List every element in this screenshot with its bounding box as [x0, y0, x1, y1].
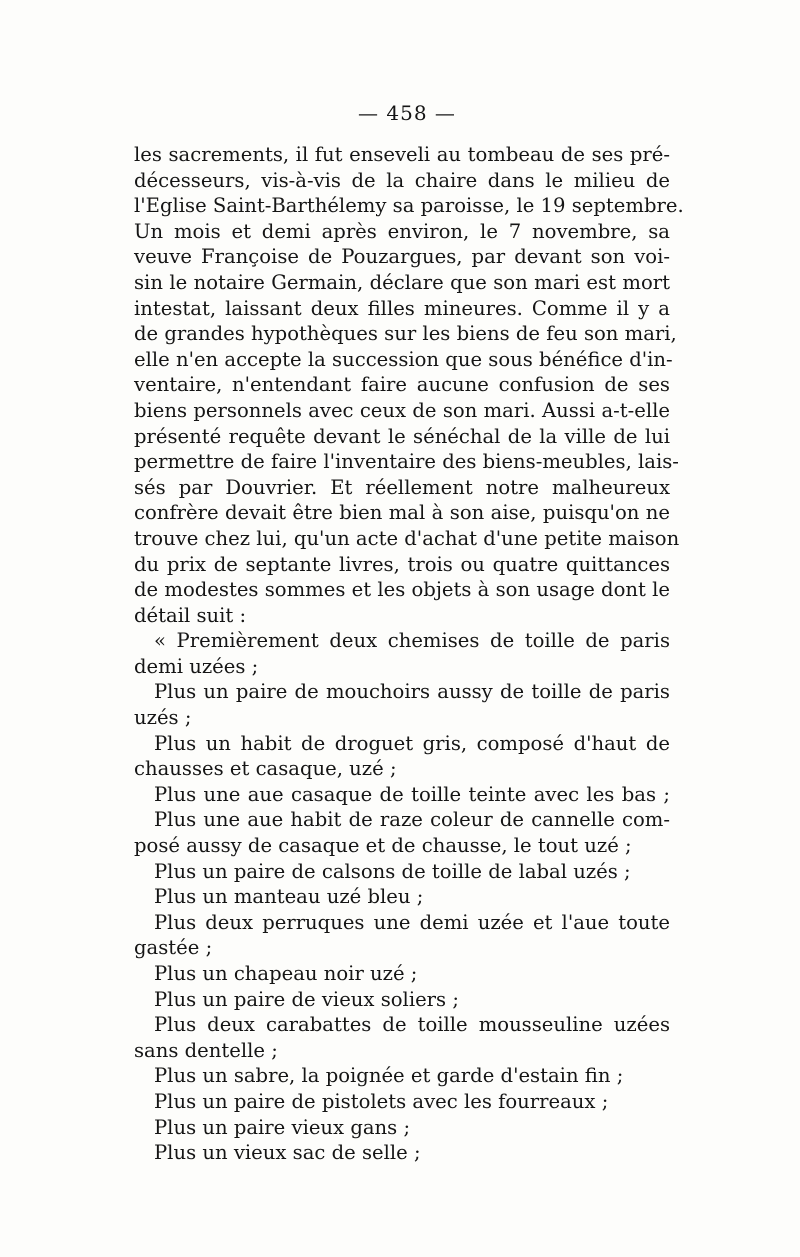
- text-line: Plus deux perruques une demi uzée et l'aue toute: [154, 910, 670, 934]
- text-line: Plus un manteau uzé bleu ;: [154, 885, 424, 909]
- text-line: l'Eglise Saint-Barthélemy sa paroisse, le 19 septembre.: [134, 194, 684, 218]
- text-line: Plus un chapeau noir uzé ;: [154, 962, 418, 985]
- text-line: biens personnels avec ceux de son mari. Aussi a-t-elle: [134, 398, 670, 422]
- text-line: Plus une aue casaque de toille teinte avec les bas ;: [154, 782, 670, 806]
- text-line: gastée ;: [134, 936, 213, 960]
- text-line: sin le notaire Germain, déclare que son mari est mort: [134, 270, 670, 294]
- body-text: [134, 142, 684, 1166]
- text-line: chausses et casaque, uzé ;: [134, 757, 397, 781]
- text-line: de modestes sommes et les objets à son usage dont le: [134, 578, 670, 602]
- text-line: ventaire, n'entendant faire aucune confusion de ses: [134, 373, 670, 397]
- book-page: [134, 98, 684, 1166]
- text-line: Plus une aue habit de raze coleur de cannelle com-: [154, 808, 670, 832]
- text-line: Plus un paire de pistolets avec les fourreaux ;: [154, 1089, 609, 1113]
- text-line: trouve chez lui, qu'un acte d'achat d'une petite maison: [134, 526, 680, 550]
- text-line: décesseurs, vis-à-vis de la chaire dans le milieu de: [134, 168, 670, 192]
- text-line: Plus un vieux sac de selle ;: [154, 1141, 421, 1165]
- text-line: du prix de septante livres, trois ou quatre quittances: [134, 552, 670, 576]
- text-line: Plus un paire de mouchoirs aussy de toille de paris: [154, 680, 670, 704]
- text-line: Un mois et demi après environ, le 7 novembre, sa: [134, 219, 670, 243]
- text-line: Plus un paire vieux gans ;: [154, 1115, 411, 1139]
- text-line: demi uzées ;: [134, 654, 259, 678]
- text-line: intestat, laissant deux filles mineures. Comme il y a: [134, 296, 670, 320]
- text-line: « Premièrement deux chemises de toille de paris: [154, 629, 670, 653]
- text-line: confrère devait être bien mal à son aise, puisqu'on ne: [134, 501, 670, 525]
- text-line: posé aussy de casaque et de chausse, le tout uzé ;: [134, 834, 632, 858]
- text-line: détail suit :: [134, 603, 247, 627]
- text-line: sés par Douvrier. Et réellement notre malheureux: [134, 475, 670, 499]
- text-line: Plus un paire de vieux soliers ;: [154, 987, 459, 1011]
- text-line: sans dentelle ;: [134, 1038, 278, 1062]
- text-line: présenté requête devant le sénéchal de la ville de lui: [134, 424, 670, 448]
- text-line: permettre de faire l'inventaire des biens-meubles, lais-: [134, 450, 679, 474]
- text-line: elle n'en accepte la succession que sous bénéfice d'in-: [134, 347, 673, 371]
- text-line: veuve Françoise de Pouzargues, par devant son voi-: [134, 245, 670, 269]
- text-line: Plus deux carabattes de toille mousseuline uzées: [154, 1013, 670, 1037]
- text-line: de grandes hypothèques sur les biens de feu son mari,: [134, 322, 677, 346]
- page-number: — 458 —: [358, 101, 456, 125]
- text-line: Plus un sabre, la poignée et garde d'estain fin ;: [154, 1064, 624, 1088]
- text-line: Plus un paire de calsons de toille de labal uzés ;: [154, 859, 631, 883]
- text-line: les sacrements, il fut enseveli au tombeau de ses pré-: [134, 143, 670, 166]
- text-line: Plus un habit de droguet gris, composé d'haut de: [154, 731, 670, 755]
- text-line: uzés ;: [134, 706, 192, 730]
